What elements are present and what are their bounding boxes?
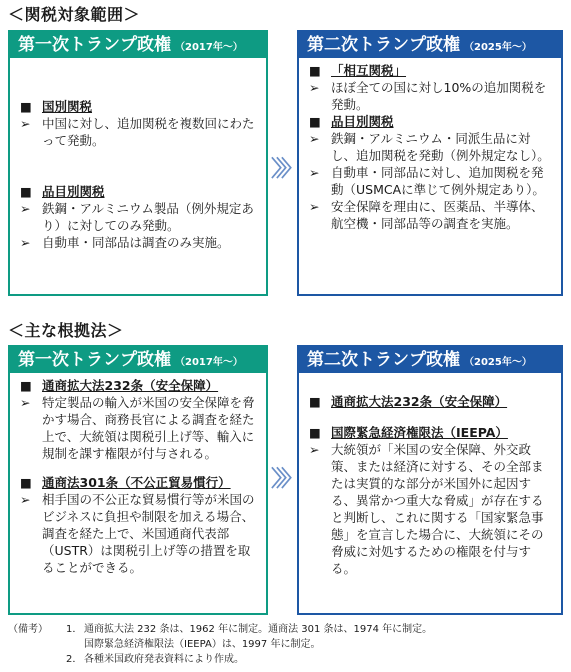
list-item-text: 自動車・同部品は調査のみ実施。 — [42, 235, 230, 250]
section-title-tariffs: ＜関税対象範囲＞ — [8, 5, 141, 24]
first-term-header — [10, 32, 266, 58]
square-bullet-icon: ■ — [309, 63, 321, 78]
first-term-label: 第一次トランプ政権 — [18, 35, 171, 55]
reciprocal-tariff-heading — [309, 62, 553, 79]
arrow-bullet-icon: ➢ — [20, 235, 31, 250]
list-item-text: ほぼ全ての国に対し10%の追加関税を発動。 — [331, 80, 547, 112]
square-bullet-icon: ■ — [20, 378, 32, 393]
list-item — [20, 394, 258, 462]
list-item-text: 特定製品の輸入が米国の安全保障を脅かす場合、商務長官による調査を経た上で、大統領は関税引上げ等、輸入に規制を課す権限が付与される。 — [42, 395, 255, 461]
list-item — [309, 79, 553, 113]
arrow-bullet-icon: ➢ — [20, 395, 31, 410]
section-301-heading — [20, 474, 258, 491]
list-item — [309, 164, 553, 198]
note-text: 各種米国政府発表資料により作成。 — [84, 654, 244, 665]
arrow-bullet-icon: ➢ — [309, 165, 320, 180]
square-bullet-icon: ■ — [309, 425, 321, 440]
country-tariff-label: 国別関税 — [42, 99, 93, 114]
ieepa-heading — [309, 424, 553, 441]
square-bullet-icon: ■ — [20, 99, 32, 114]
second-term-label: 第二次トランプ政権 — [307, 350, 460, 370]
footnotes — [8, 622, 432, 667]
second-term-label: 第二次トランプ政権 — [307, 35, 460, 55]
arrow-bullet-icon: ➢ — [20, 116, 31, 131]
first-term-label: 第一次トランプ政権 — [18, 350, 171, 370]
square-bullet-icon: ■ — [20, 184, 32, 199]
second-term-period: （2025年〜） — [464, 357, 532, 368]
list-item — [309, 441, 553, 577]
arrow-bullet-icon: ➢ — [20, 492, 31, 507]
chevron-arrows-icon: 〉〉〉 — [271, 157, 298, 182]
note-number: 2． — [66, 654, 83, 665]
item-tariff-label: 品目別関税 — [331, 114, 394, 129]
section-232-heading — [309, 393, 553, 410]
list-item-text: 中国に対し、追加関税を複数回にわたって発動。 — [42, 116, 255, 148]
list-item — [309, 130, 553, 164]
notes-label: （備考） — [8, 624, 48, 635]
square-bullet-icon: ■ — [20, 475, 32, 490]
section-301-label: 通商法301条（不公正貿易慣行） — [42, 475, 231, 490]
section-232-label: 通商拡大法232条（安全保障） — [331, 394, 508, 409]
first-term-legal-panel — [8, 345, 268, 615]
arrow-bullet-icon: ➢ — [309, 199, 320, 214]
list-item — [309, 198, 553, 232]
country-tariff-heading — [20, 98, 258, 115]
second-term-period: （2025年〜） — [464, 42, 532, 53]
square-bullet-icon: ■ — [309, 114, 321, 129]
first-term-tariff-panel — [8, 30, 268, 296]
second-term-header — [299, 347, 561, 373]
item-tariff-heading — [20, 183, 258, 200]
square-bullet-icon: ■ — [309, 394, 321, 409]
ieepa-label: 国際緊急経済権限法（IEEPA） — [331, 425, 508, 440]
list-item — [20, 234, 258, 251]
arrow-bullet-icon: ➢ — [309, 80, 320, 95]
list-item — [20, 491, 258, 576]
list-item-text: 大統領が「米国の安全保障、外交政策、または経済に対する、その全部または実質的な部分が米国外に起因する、異常かつ重大な脅威」が存在すると判断し、これに関する「国家緊急事態」を宣言した場合に、大統領にその脅威に対処するための権限を付与する。 — [331, 442, 544, 576]
first-term-period: （2017年〜） — [175, 42, 243, 53]
list-item-text: 自動車・同部品に対し、追加関税を発動（USMCAに準じて例外規定あり）。 — [331, 165, 545, 197]
arrow-bullet-icon: ➢ — [20, 201, 31, 216]
first-term-header — [10, 347, 266, 373]
note-text: 国際緊急経済権限法（IEEPA）は、1997 年に制定。 — [84, 639, 321, 650]
list-item-text: 安全保障を理由に、医薬品、半導体、航空機・同部品等の調査を実施。 — [331, 199, 544, 231]
second-term-header — [299, 32, 561, 58]
list-item-text: 鉄鋼・アルミニウム・同派生品に対し、追加関税を発動（例外規定なし）。 — [331, 131, 550, 163]
note-text: 通商拡大法 232 条は、1962 年に制定。通商法 301 条は、1974 年に制定。 — [84, 624, 433, 635]
list-item-text: 相手国の不公正な貿易慣行等が米国のビジネスに負担や制限を加える場合、調査を経た上で、米国通商代表部（USTR）は関税引上げ等の措置を取ることができる。 — [42, 492, 255, 575]
section-232-heading — [20, 377, 258, 394]
arrow-bullet-icon: ➢ — [309, 442, 320, 457]
second-term-tariff-panel — [297, 30, 563, 296]
item-tariff-label: 品目別関税 — [42, 184, 105, 199]
first-term-period: （2017年〜） — [175, 357, 243, 368]
section-title-legal-basis: ＜主な根拠法＞ — [8, 321, 124, 340]
arrow-bullet-icon: ➢ — [309, 131, 320, 146]
chevron-arrows-icon: 〉〉〉 — [271, 467, 298, 492]
note-number: 1． — [66, 624, 83, 635]
item-tariff-heading — [309, 113, 553, 130]
list-item — [20, 115, 258, 149]
list-item — [20, 200, 258, 234]
list-item-text: 鉄鋼・アルミニウム製品（例外規定あり）に対してのみ発動。 — [42, 201, 254, 233]
second-term-legal-panel — [297, 345, 563, 615]
section-232-label: 通商拡大法232条（安全保障） — [42, 378, 219, 393]
reciprocal-tariff-label: 「相互関税」 — [331, 63, 407, 78]
